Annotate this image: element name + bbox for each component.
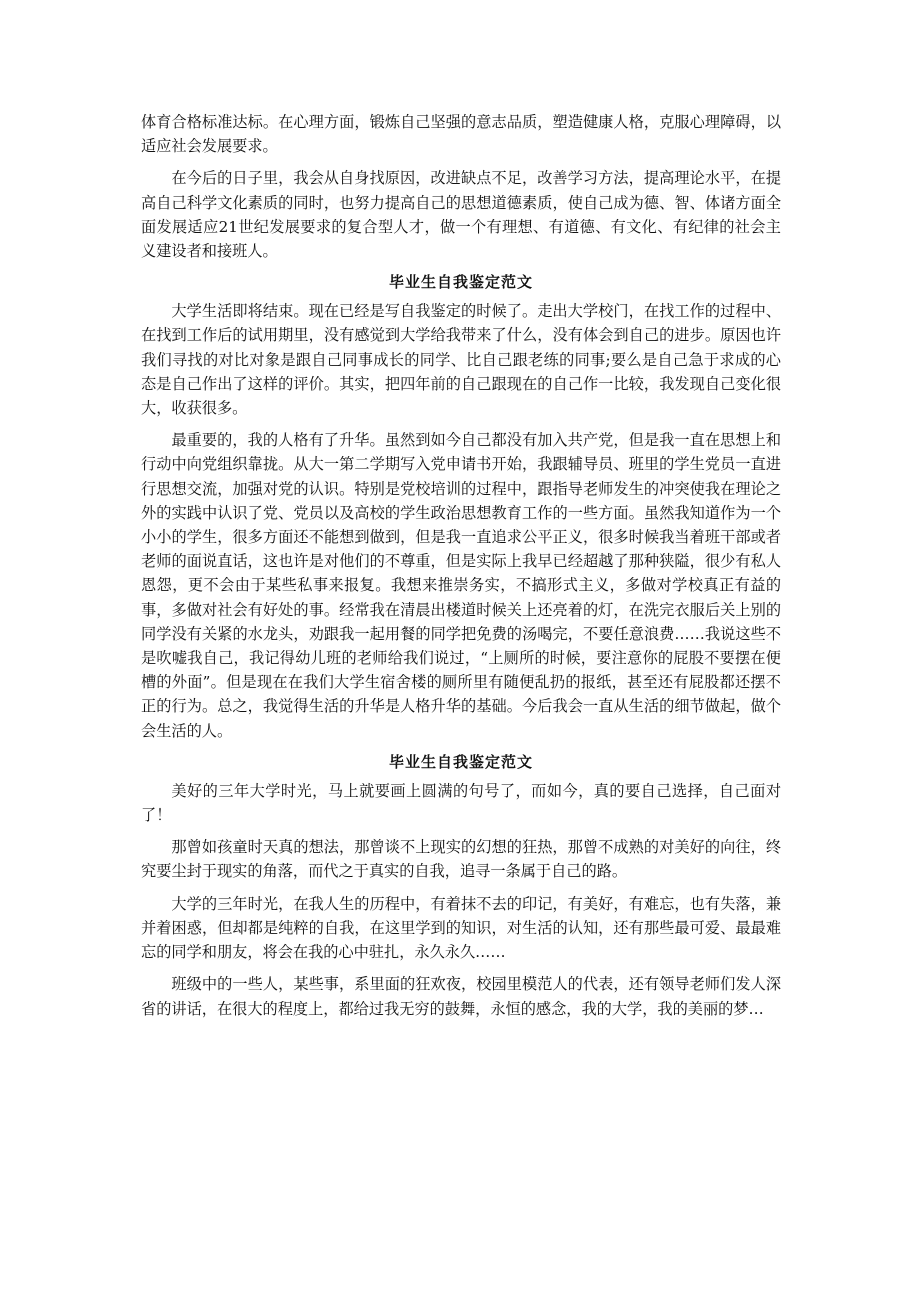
paragraph: 体育合格标准达标。在心理方面，锻炼自己坚强的意志品质，塑造健康人格，克服心理障碍，以适应社会发展要求。 [141, 113, 781, 156]
paragraph: 最重要的，我的人格有了升华。虽然到如今自己都没有加入共产党，但是我一直在思想上和行动中向党组织靠拢。从大一第二学期写入党申请书开始，我跟辅导员、班里的学生党员一直进行思想交流，加强对党的认识。特别是党校培训的过程中，跟指导老师发生的冲突使我在理论之外的实践中认识了党、党员以及高校的学生政治思想教育工作的一些方面。虽然我知道作为一个小小的学生，很多方面还不能想到做到，但是我一直追求公平正义，很多时候我当着班干部或者老师的面说直话，这也许是对他们的不尊重，但是实际上我早已经超越了那种狭隘，很少有私人恩怨，更不会由于某些私事来报复。我想来推崇务实，不搞形式主义，多做对学校真正有益的事，多做对社会有好处的事。经常我在清晨出楼道时候关上还亮着的灯，在洗完衣服后关上别的同学没有关紧的水龙头，劝跟我一起用餐的同学把免费的汤喝完，不要任意浪费……我说这些不是吹嘘我自己，我记得幼儿班的老师给我们说过，“上厕所的时候，要注意你的屁股不要摆在便槽的外面”。但是现在在我们大学生宿舍楼的厕所里有随便乱扔的报纸，甚至还有屁股都还摆不正的行为。总之，我觉得生活的升华是人格升华的基础。今后我会一直从生活的细节做起，做个会生活的人。 [141, 431, 781, 740]
paragraph: 班级中的一些人，某些事，系里面的狂欢夜，校园里模范人的代表，还有领导老师们发人深省的讲话，在很大的程度上，都给过我无穷的鼓舞，永恒的感念，我的大学，我的美丽的梦… [141, 975, 781, 1018]
paragraph: 美好的三年大学时光，马上就要画上圆满的句号了，而如今，真的要自己选择，自己面对了！ [141, 781, 781, 825]
section-title: 毕业生自我鉴定范文 [388, 273, 533, 292]
section-title: 毕业生自我鉴定范文 [388, 752, 533, 771]
paragraph: 大学的三年时光，在我人生的历程中，有着抹不去的印记，有美好，有难忘，也有失落，兼并着困惑，但却都是纯粹的自我，在这里学到的知识，对生活的认知，还有那些最可爱、最最难忘的同学和朋友，将会在我的心中驻扎，永久永久…… [141, 894, 781, 962]
paragraph: 在今后的日子里，我会从自身找原因，改进缺点不足，改善学习方法，提高理论水平，在提高自己科学文化素质的同时，也努力提高自己的思想道德素质，使自己成为德、智、体诸方面全面发展适应21世纪发展要求的复合型人才，做一个有理想、有道德、有文化、有纪律的社会主义建设者和接班人。 [141, 169, 781, 261]
document-page [141, 110, 781, 1029]
paragraph: 那曾如孩童时天真的想法，那曾谈不上现实的幻想的狂热，那曾不成熟的对美好的向往，终究要尘封于现实的角落，而代之于真实的自我，追寻一条属于自己的路。 [141, 838, 781, 881]
paragraph: 大学生活即将结束。现在已经是写自我鉴定的时候了。走出大学校门，在找工作的过程中、在找到工作后的试用期里，没有感觉到大学给我带来了什么，没有体会到自己的进步。原因也许我们寻找的对比对象是跟自己同事成长的同学、比自己跟老练的同事;要么是自己急于求成的心态是自己作出了这样的评价。其实，把四年前的自己跟现在的自己作一比较，我发现自己变化很大，收获很多。 [141, 302, 781, 418]
